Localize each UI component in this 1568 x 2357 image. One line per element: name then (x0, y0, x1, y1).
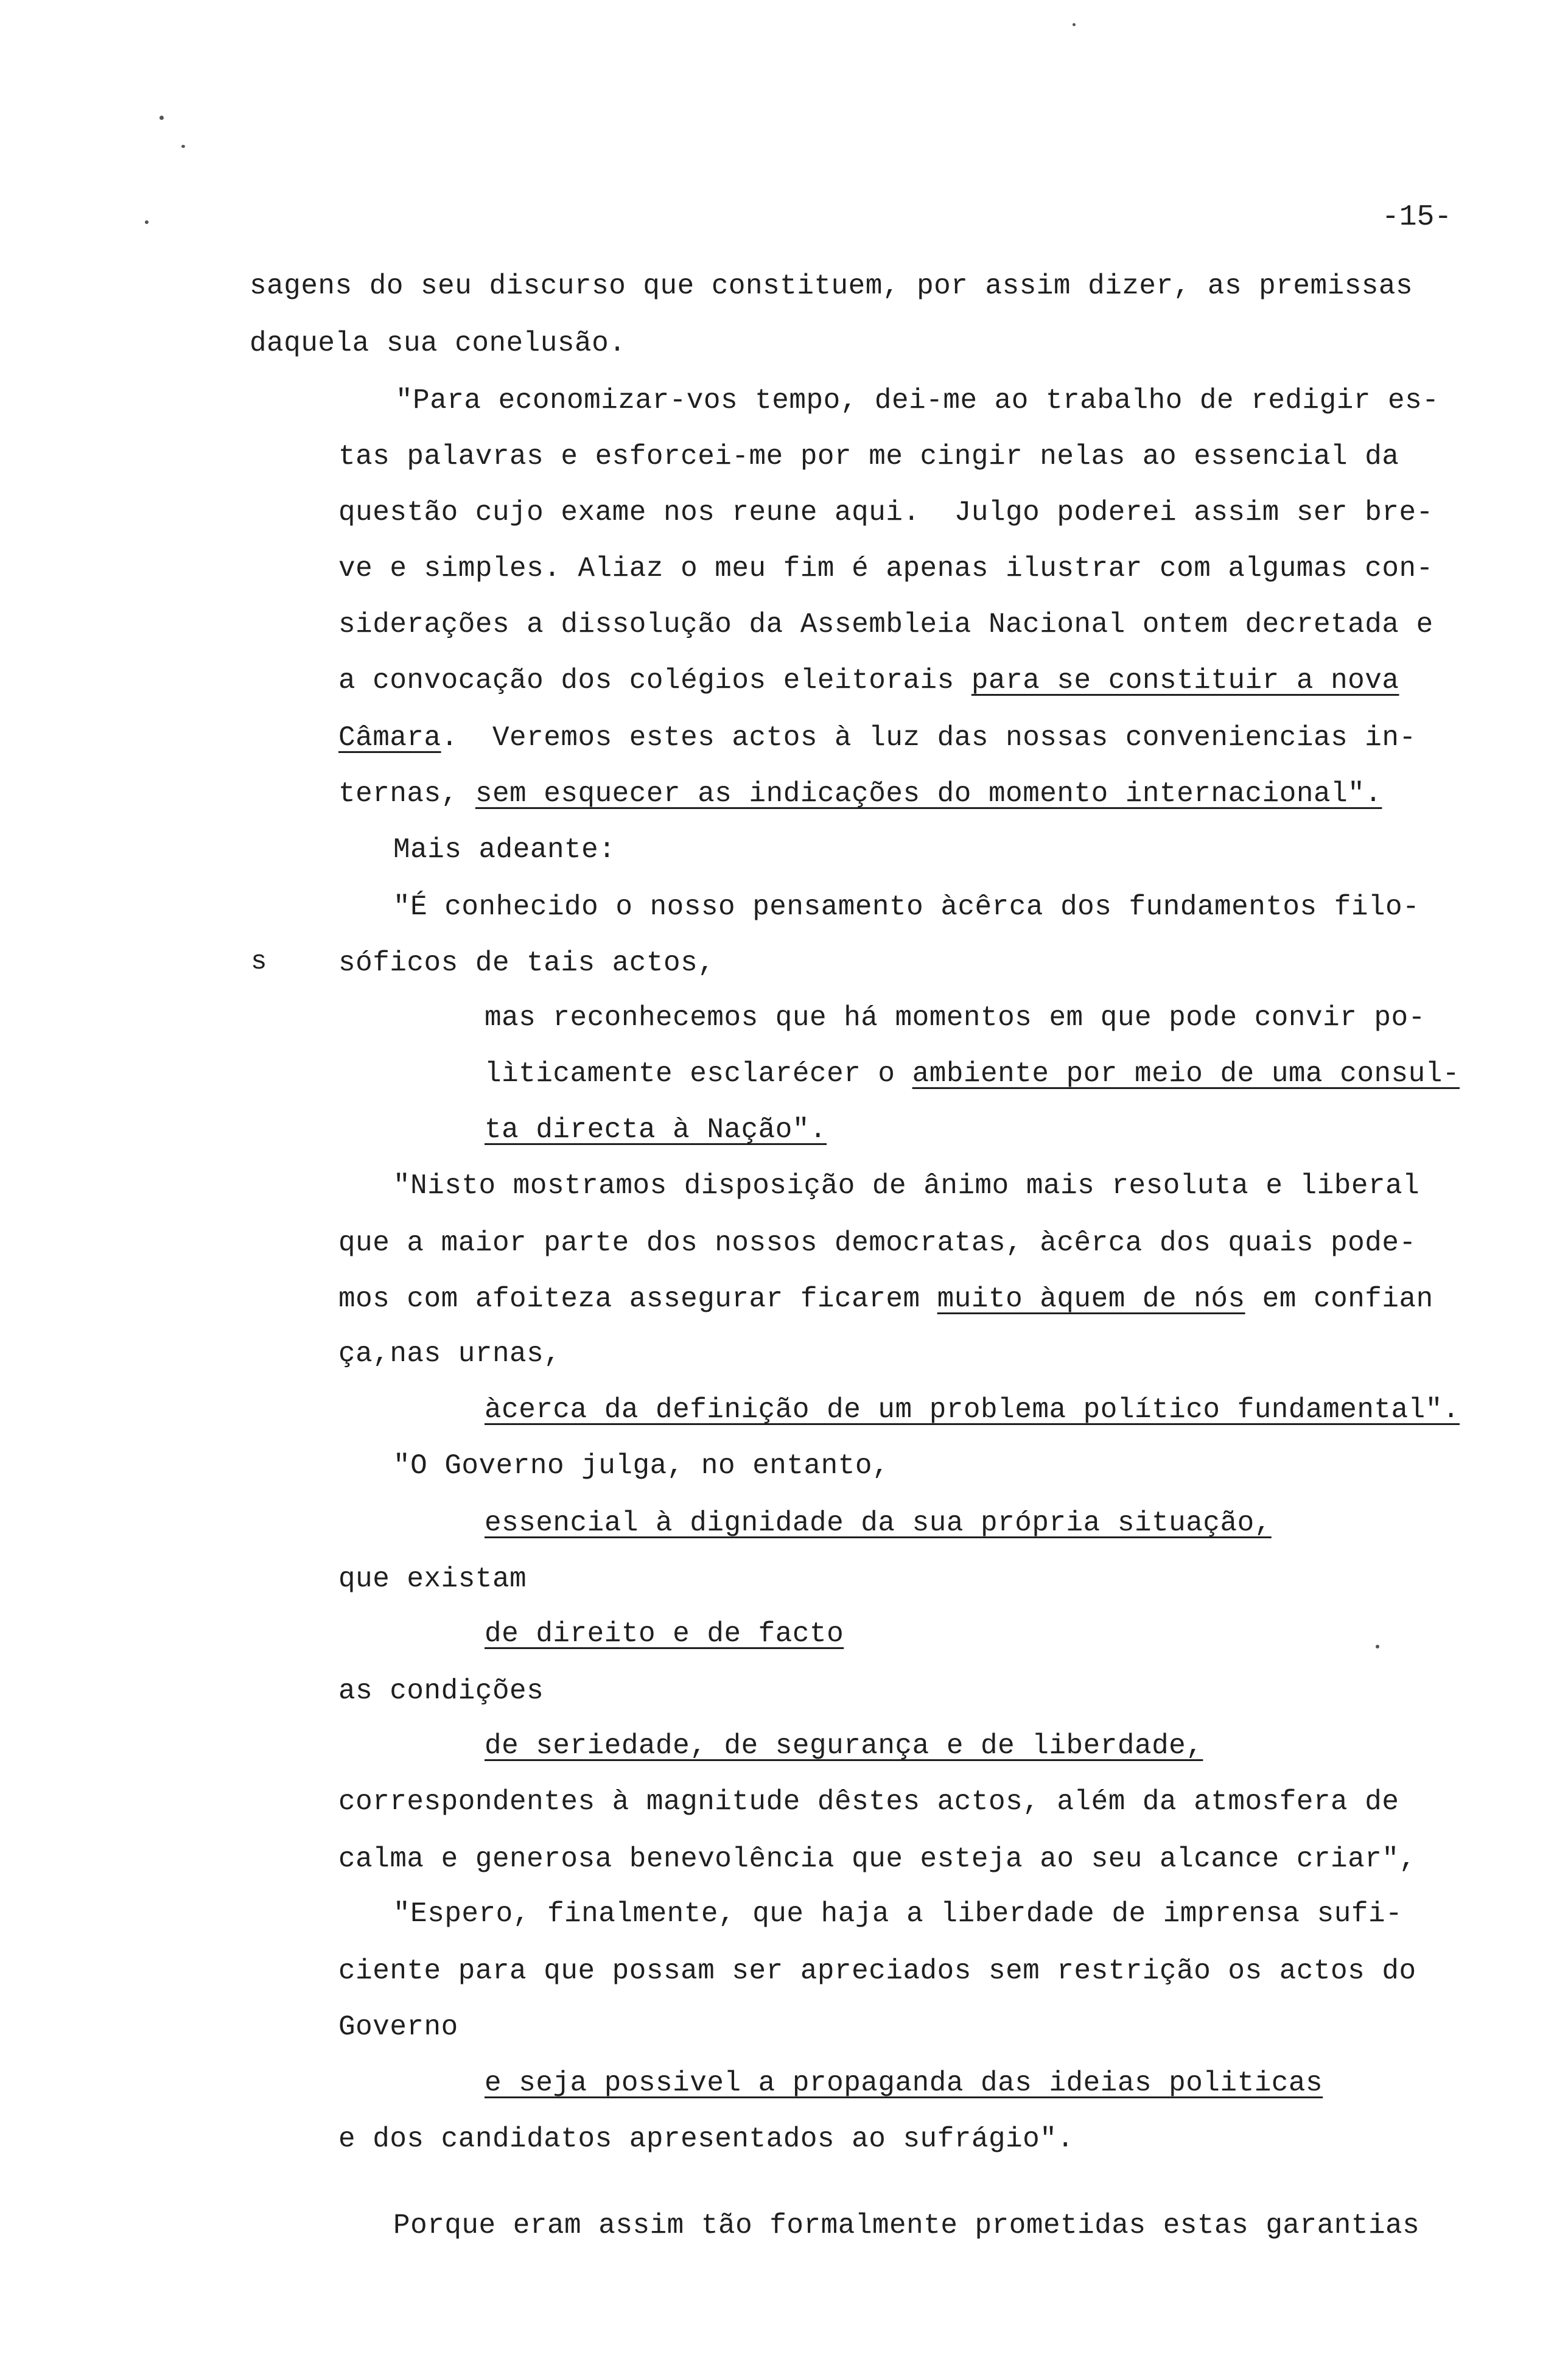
text-line (485, 1617, 844, 1651)
text-line (485, 1113, 827, 1147)
text-segment: questão cujo exame nos reune aqui. Julgo poderei assim ser bre- (338, 497, 1433, 528)
text-segment: lìticamente esclarécer o (485, 1058, 912, 1090)
text-line (396, 383, 1439, 418)
text-line (338, 2010, 458, 2044)
text-line (338, 664, 1399, 698)
text-segment: Governo (338, 2011, 458, 2043)
text-segment: ternas, (338, 778, 475, 810)
text-segment: tas palavras e esforcei-me por me cingir nelas ao essencial da (338, 441, 1399, 472)
underlined-text: e seja possivel a propaganda das ideias politicas (485, 2067, 1323, 2099)
text-line (485, 1729, 1203, 1763)
text-segment: ve e simples. Aliaz o meu fim é apenas ilustrar com algumas con- (338, 553, 1433, 584)
text-segment: correspondentes à magnitude dêstes actos, além da atmosfera de (338, 1786, 1399, 1818)
text-line (338, 1562, 527, 1596)
text-line (338, 496, 1433, 530)
text-segment: "Espero, finalmente, que haja a liberdade de imprensa sufi- (393, 1898, 1403, 1930)
text-segment: mos com afoiteza assegurar ficarem (338, 1283, 937, 1315)
text-line (485, 1506, 1272, 1540)
text-segment: siderações a dissolução da Assembleia Nacional ontem decretada e (338, 609, 1433, 640)
text-line (393, 2208, 1419, 2243)
text-line (393, 890, 1419, 924)
text-line (338, 1226, 1416, 1260)
text-segment: mas reconhecemos que há momentos em que pode convir po- (485, 1002, 1426, 1034)
text-line (485, 1393, 1460, 1427)
text-segment: Mais adeante: (393, 834, 616, 866)
scan-speck (159, 116, 164, 120)
underlined-text: para se constituir a nova (971, 665, 1399, 696)
scan-speck (181, 145, 185, 148)
text-line (393, 833, 615, 867)
text-line (485, 2066, 1323, 2100)
text-line (338, 2122, 1074, 2156)
text-segment: ciente para que possam ser apreciados sem restrição os actos do (338, 1955, 1416, 1987)
text-line (393, 1897, 1402, 1931)
text-line (338, 946, 715, 980)
underlined-text: Câmara (338, 722, 441, 754)
text-segment: que a maior parte dos nossos democratas, àcêrca dos quais pode- (338, 1227, 1416, 1259)
text-segment: . Veremos estes actos à luz das nossas conveniencias in- (441, 722, 1416, 754)
underlined-text: ta directa à Nação". (485, 1114, 827, 1146)
text-segment: "Nisto mostramos disposição de ânimo mais resoluta e liberal (393, 1170, 1420, 1202)
text-segment: em confian (1245, 1283, 1433, 1315)
text-line (485, 1057, 1460, 1091)
text-line (393, 1169, 1419, 1203)
underlined-text: muito àquem de nós (937, 1283, 1245, 1315)
text-line (338, 777, 1382, 811)
underlined-text: essencial à dignidade da sua própria situação, (485, 1507, 1272, 1539)
text-line (338, 1282, 1433, 1316)
text-line (338, 1785, 1399, 1819)
text-line (338, 721, 1416, 755)
text-segment: a convocação dos colégios eleitorais (338, 665, 971, 696)
text-segment: sóficos de tais actos, (338, 947, 715, 979)
underlined-text: de seriedade, de segurança e de liberdade, (485, 1730, 1203, 1762)
text-segment: calma e generosa benevolência que esteja ao seu alcance criar", (338, 1843, 1416, 1875)
text-segment: que existam (338, 1563, 527, 1595)
text-line (485, 1001, 1426, 1035)
text-line (338, 1842, 1416, 1876)
underlined-text: ambiente por meio de uma consul- (912, 1058, 1460, 1090)
underlined-text: àcerca da definição de um problema político fundamental". (485, 1394, 1460, 1426)
text-line (338, 1337, 561, 1371)
text-line (338, 1954, 1416, 1988)
underlined-text: de direito e de facto (485, 1618, 844, 1650)
text-segment: ça,nas urnas, (338, 1338, 561, 1370)
text-segment: daquela sua conelusão. (250, 327, 626, 359)
text-segment: "O Governo julga, no entanto, (393, 1450, 890, 1482)
text-segment: "É conhecido o nosso pensamento àcêrca dos fundamentos filo- (393, 891, 1420, 923)
text-line (250, 269, 1413, 303)
scan-speck (1376, 1645, 1379, 1648)
text-line (338, 552, 1433, 586)
text-line (338, 608, 1433, 642)
underlined-text: sem esquecer as indicações do momento internacional". (475, 778, 1382, 810)
text-segment: as condições (338, 1675, 544, 1707)
text-line (338, 1674, 544, 1708)
scan-speck (1073, 23, 1076, 26)
margin-mark: s (251, 947, 267, 977)
text-line (250, 326, 626, 360)
text-line (338, 440, 1399, 474)
scan-speck (145, 220, 149, 224)
text-line (393, 1449, 889, 1483)
text-segment: e dos candidatos apresentados ao sufrágio". (338, 2123, 1074, 2155)
text-segment: sagens do seu discurso que constituem, por assim dizer, as premissas (250, 270, 1413, 302)
text-segment: "Para economizar-vos tempo, dei-me ao trabalho de redigir es- (396, 385, 1440, 416)
page-number: -15- (1382, 201, 1452, 234)
text-segment: Porque eram assim tão formalmente prometidas estas garantias (393, 2210, 1420, 2241)
